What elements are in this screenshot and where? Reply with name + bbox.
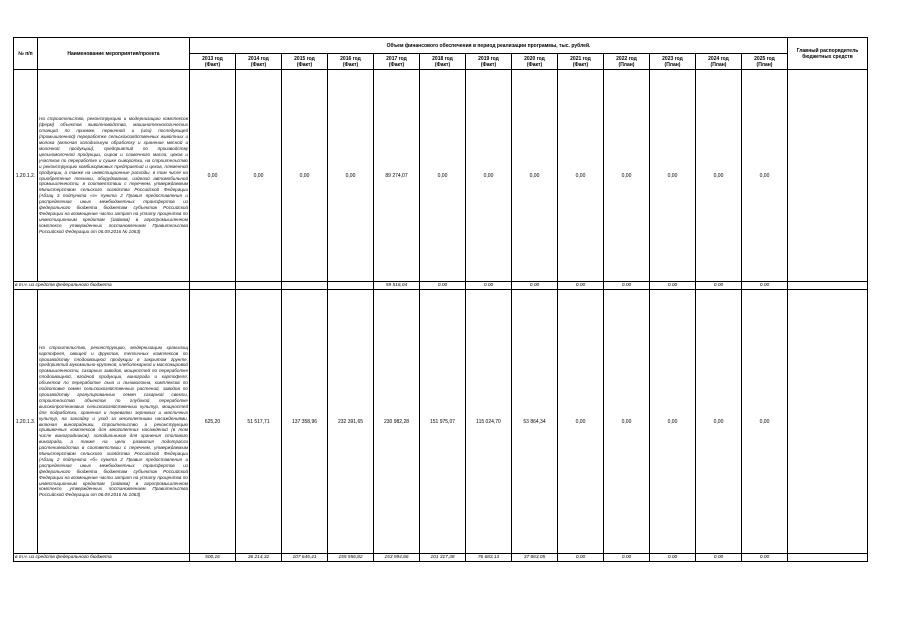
federal-value: 0,00 [558,554,604,562]
header-year: 2022 год (План) [604,54,650,70]
federal-value: 0.00 [650,554,696,562]
federal-value: 0.00 [558,282,604,290]
header-manager: Главный распорядитель бюджетных средств [788,38,868,70]
row-value: 0,00 [696,290,742,554]
row-value: 0,00 [282,70,328,282]
row-code: 1.20.1.3. [14,290,38,554]
header-year: 2014 год (Факт) [236,54,282,70]
federal-value: 0.00 [512,282,558,290]
federal-value [328,282,374,290]
row-description: На строительство, реконструкцию и модернизацию комплексов (ферм) объектов животноводства, машинотехнологических станций по приемке, первичной и (или) последующей (промышленной) переработке сельскохозяйственных животных и молока (включая холодильную обработку и хранение мясной и молочной продукции), предприятий по производству цельномолочной продукции, сыров и сливочного масла, цехов и участков по переработке и сушке сыворотки, на строительство и реконструкцию комбикормовых предприятий и цехов, племенной продукции, а также на инвестиционные расходы, в том числе на приобретение техники, оборудования, изделий автомобильной промышленности, в соответствии с перечнем, утверждаемым Министерством сельского хозяйства Российской Федерации (Абзац 3 подпункта «г» пункта 2 Правил предоставления и распределения иных межбюджетных трансфертов из федерального бюджета бюджетам субъектов Российской Федерации на возмещение части затрат на уплату процентов по инвестиционным кредитам (займам) в агропромышленном комплексе, утвержденных постановлением Правительства Российской Федерации от 06.09.2016 № 1063) [38,70,190,282]
federal-value: 0.00 [420,282,466,290]
row-value: 0,00 [236,70,282,282]
header-year: 2018 год (Факт) [420,54,466,70]
federal-manager [788,282,868,290]
federal-value: 0.00 [696,282,742,290]
federal-value: 153 994,86 [374,554,420,562]
financing-table [13,37,868,562]
federal-manager [788,554,868,562]
row-value: 0,00 [420,70,466,282]
federal-value: 0.00 [604,282,650,290]
table-row [14,290,868,554]
row-value: 0,00 [190,70,236,282]
table-row [14,70,868,282]
federal-value: 107 645,41 [282,554,328,562]
federal-value: 36 214,32 [236,554,282,562]
row-code: 1.20.1.2. [14,70,38,282]
federal-value: 37 863,05 [512,554,558,562]
row-value: 0,00 [696,70,742,282]
row-manager [788,290,868,554]
federal-value [190,282,236,290]
row-value: 230 982,28 [374,290,420,554]
row-value: 0,00 [604,290,650,554]
table-row-federal [14,554,868,562]
federal-value: 59 516,04 [374,282,420,290]
row-value: 0,00 [604,70,650,282]
federal-value: 500,16 [190,554,236,562]
federal-value [282,282,328,290]
row-value: 0,00 [328,70,374,282]
federal-label: в т.ч. из средств федерального бюджета [14,554,190,562]
row-value: 115 024,70 [466,290,512,554]
row-value: 0,00 [558,70,604,282]
row-value: 0,00 [558,290,604,554]
header-year: 2016 год (Факт) [328,54,374,70]
row-value: 0,00 [742,70,788,282]
federal-value: 155 556,82 [328,554,374,562]
federal-value: 76 683,13 [466,554,512,562]
row-value: 0,00 [742,290,788,554]
row-value: 51 517,71 [236,290,282,554]
header-year: 2015 год (Факт) [282,54,328,70]
header-group: Объем финансового обеспечения в период реализации программы, тыс. рублей. [190,38,788,54]
federal-value: 0.00 [696,554,742,562]
row-value: 89 274,07 [374,70,420,282]
federal-value: 0.00 [604,554,650,562]
header-num: № п/п [14,38,38,70]
federal-value: 0.00 [742,554,788,562]
row-value: 625,20 [190,290,236,554]
row-value: 151 975,07 [420,290,466,554]
federal-value: 0.00 [742,282,788,290]
federal-value: 0.00 [466,282,512,290]
header-year: 2017 год (Факт) [374,54,420,70]
federal-label: в т.ч. из средств федерального бюджета [14,282,190,290]
header-year: 2013 год (Факт) [190,54,236,70]
table-row-federal [14,282,868,290]
row-value: 53 864,34 [512,290,558,554]
federal-value: 101 317,38 [420,554,466,562]
header-year: 2025 год (План) [742,54,788,70]
row-value: 0,00 [650,290,696,554]
header-year: 2024 год (План) [696,54,742,70]
header-year: 2021 год (Факт) [558,54,604,70]
header-year: 2020 год (Факт) [512,54,558,70]
header-name: Наименование мероприятия/проекта [38,38,190,70]
row-value: 232 391,65 [328,290,374,554]
row-value: 0,00 [512,70,558,282]
federal-value: 0.00 [650,282,696,290]
header-year: 2019 год (Факт) [466,54,512,70]
row-value: 0,00 [466,70,512,282]
header-year: 2023 год (План) [650,54,696,70]
row-manager [788,70,868,282]
row-value: 0,00 [650,70,696,282]
federal-value [236,282,282,290]
row-value: 137 358,96 [282,290,328,554]
row-description: На строительство, реконструкцию, модернизацию хранилищ картофеля, овощей и фруктов, тепличных комплексов по производству плодоовощной продукции в закрытом грунте, предприятий мукомольно-крупяной, хлебопекарной и масложировой промышленности, сахарных заводов, мощностей по переработке плодоовощной, ягодной продукции, винограда и картофеля, объектов по переработке льна и льноволокна, комплексов по подготовке семян сельскохозяйственных растений, заводов по производству гранулированных семян сахарной свеклы, строительство объектов по глубокой переработке высокопротеиновых сельскохозяйственных культур, мощностей для подработки, хранения и перевалки зерновых и масличных культур, на закладку и уход за многолетними насаждениями, включая виноградники, строительство и реконструкцию прививочных комплексов для многолетних насаждений (в том числе виноградников), холодильников для хранения столового винограда, а также на цели развития подотрасли растениеводства в соответствии с перечнем, утверждаемым Министерством сельского хозяйства Российской Федерации (Абзац 2 подпункта «б» пункта 2 Правил предоставления и распределения иных межбюджетных трансфертов из федерального бюджета бюджетам субъектов Российской Федерации на возмещение части затрат на уплату процентов по инвестиционным кредитам (займам) в агропромышленном комплексе, утвержденных постановлением Правительства Российской Федерации от 06.09.2016 № 1063) [38,290,190,554]
